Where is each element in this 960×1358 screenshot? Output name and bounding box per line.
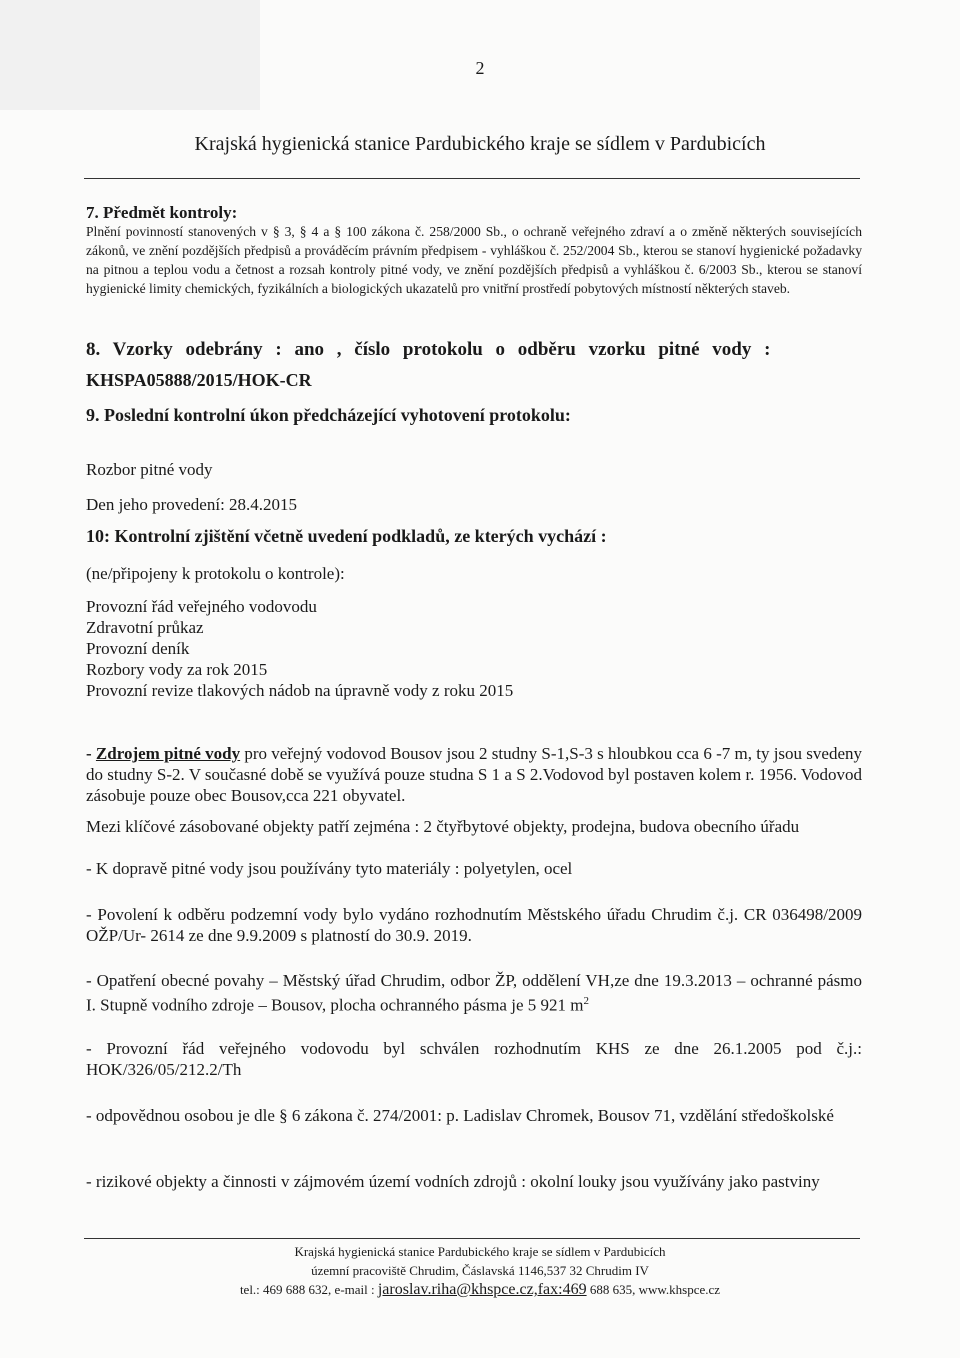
section-10-title: 10: Kontrolní zjištění včetně uvedení podkladů, ze kterých vychází : [86,526,607,546]
protection-zone-paragraph [86,970,862,1016]
document-item: Zdravotní průkaz [86,618,204,637]
footer-line-1: Krajská hygienická stanice Pardubického kraje se sídlem v Pardubicích [294,1244,666,1259]
document-item: Provozní revize tlakových nádob na úpravně vody z roku 2015 [86,681,514,700]
document-item: Provozní deník [86,639,190,658]
scan-artifact [0,0,260,110]
email-link[interactable]: jaroslav.riha@khspce.cz,fax:469 [377,1281,587,1298]
section-9-title: 9. Poslední kontrolní úkon předcházející vyhotovení protokolu: [86,405,571,425]
document-item: Rozbory vody za rok 2015 [86,660,268,679]
section-7-text: Plnění povinností stanovených v § 3, § 4 a § 100 zákona č. 258/2000 Sb., o ochraně veřejného zdraví a o změně některých souvisejících zákonů, ve znění pozdějších předpisů a prováděcím právním předpisem - vyhláškou č. 252/2004 Sb., kterou se stanoví hygienické požadavky na pitnou a teplou vodu a četnost a rozsah kontroly pitné vody, ve znění pozdějších předpisů a vyhláškou č. 6/2003 Sb., kterou se stanoví hygienické limity chemických, fyzikálních a biologických ukazatelů pro vnitřní prostředí pobytových místností některých staveb. [86,224,862,296]
key-objects-paragraph: Mezi klíčové zásobované objekty patří zejména : 2 čtyřbytové objekty, prodejna, budova obecního úřadu [86,817,800,836]
footer-tel: tel.: 469 688 632, e-mail : [239,1282,378,1297]
footer-line-2: územní pracoviště Chrudim, Čáslavská 1146,537 32 Chrudim IV [311,1263,649,1278]
documents-list [86,596,513,701]
page-number: 2 [475,58,485,78]
superscript-2: 2 [583,995,589,1007]
protection-zone-text: - Opatření obecné povahy – Městský úřad Chrudim, odbor ŽP, oddělení VH,ze dne 19.3.2013 – ochranné pásmo I. Stupně vodního zdroje – Bousov, plocha ochranného pásma je 5 921 m [86,971,862,1015]
header-title: Krajská hygienická stanice Pardubického kraje se sídlem v Pardubicích [194,133,766,155]
responsible-person-paragraph: - odpovědnou osobou je dle § 6 zákona č. 274/2001: p. Ladislav Chromek, Bousov 71, vzdělání středoškolské [86,1106,834,1125]
footer-divider [84,1238,860,1239]
protocol-number: KHSPA05888/2015/HOK-CR [86,370,312,390]
water-source-paragraph [86,743,862,806]
risk-objects-paragraph: - rizikové objekty a činnosti v zájmovém území vodních zdrojů : okolní louky jsou využívány jako pastviny [86,1172,820,1191]
footer-contact [0,1281,960,1298]
materials-paragraph: - K dopravě pitné vody jsou používány tyto materiály : polyetylen, ocel [86,859,573,878]
water-source-label: Zdrojem pitné vody [95,744,241,763]
operating-rules-paragraph: - Provozní řád veřejného vodovodu byl schválen rozhodnutím KHS ze dne 26.1.2005 pod č.j.: HOK/326/05/212.2/Th [86,1039,862,1079]
water-source-text: pro veřejný vodovod Bousov jsou 2 studny S-1,S-3 s hloubkou cca 6 -7 m, ty jsou svedeny do studny S-2. V současné době se využívá pouze studna S 1 a S 2.Vodovod byl postaven kolem r. 1956. Vodovod zásobuje pouze obec Bousov,cca 221 obyvatel. [86,744,863,805]
last-check-item: Rozbor pitné vody [86,460,213,479]
attachments-note: (ne/připojeny k protokolu o kontrole): [86,564,345,583]
header-divider [84,178,860,179]
permit-paragraph: - Povolení k odběru podzemní vody bylo vydáno rozhodnutím Městského úřadu Chrudim č.j. CR 036498/2009 OŽP/Ur- 2614 ze dne 9.9.2009 s platností do 30.9. 2019. [86,905,862,945]
last-check-date: Den jeho provedení: 28.4.2015 [86,495,298,514]
section-8-line: 8. Vzorky odebrány : ano , číslo protokolu o odběru vzorku pitné vody : [86,339,771,360]
water-source-prefix: - [86,744,96,763]
section-7-title: 7. Předmět kontroly: [86,203,238,222]
document-item: Provozní řád veřejného vodovodu [86,597,317,616]
footer-fax-web: 688 635, www.khspce.cz [586,1282,721,1297]
